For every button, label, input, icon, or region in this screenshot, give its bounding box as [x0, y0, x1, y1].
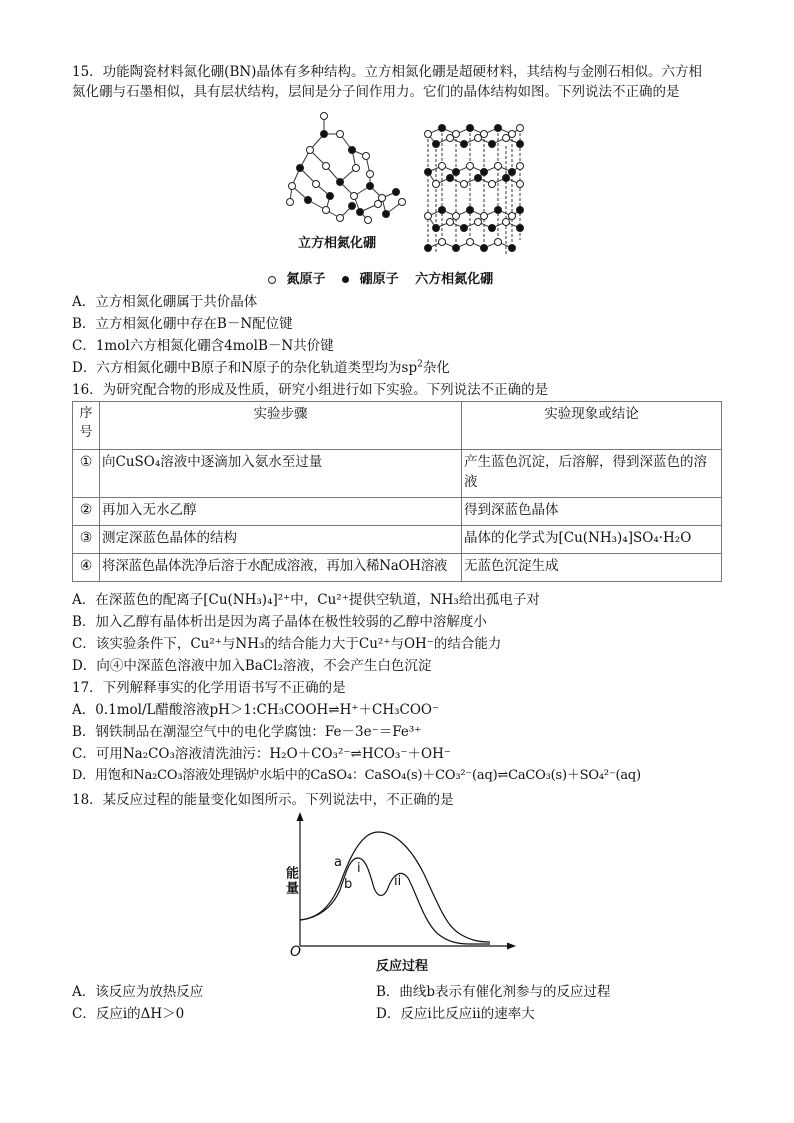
boron-atom-icon — [342, 276, 349, 283]
table-row — [73, 498, 722, 526]
legend-boron: 硼原子 — [359, 272, 399, 287]
origin-label: O — [290, 944, 302, 960]
row-number: ② — [73, 498, 100, 526]
q16-stem: 16．为研究配合物的形成及性质，研究小组进行如下实验。下列说法不正确的是 — [72, 382, 549, 398]
q17-option-a: A．0.1mol/L醋酸溶液pH＞1:CH₃COOH⇌H⁺＋CH₃COO⁻ — [72, 702, 440, 718]
x-axis-label: 反应过程 — [376, 959, 429, 974]
q15-option-d-sup: 2 — [417, 359, 423, 370]
header-step: 实验步骤 — [100, 402, 462, 450]
experiment-table — [72, 401, 722, 582]
bn-crystal-structures-figure — [270, 104, 550, 284]
q18-option-d: D．反应ⅰ比反应ⅱ的速率大 — [376, 1006, 535, 1022]
table-row — [73, 554, 722, 582]
row-result: 无蓝色沉淀生成 — [462, 554, 722, 582]
q17-option-b: B．钢铁制品在潮湿空气中的电化学腐蚀：Fe－3e⁻＝Fe³⁺ — [72, 724, 422, 740]
step-i-label: i — [357, 861, 361, 876]
cubic-bn-bonds — [290, 116, 402, 220]
q15-stem-line2: 氮化硼与石墨相似，具有层状结构，层间是分子间作用力。它们的晶体结构如图。下列说法不正确的是 — [72, 84, 680, 100]
curve-b-label: b — [344, 877, 353, 892]
row-number: ③ — [73, 526, 100, 554]
y-axis-arrow — [297, 812, 304, 821]
q18-option-a: A．该反应为放热反应 — [72, 984, 204, 1000]
q15-option-c: C．1mol六方相氮化硼含4molB－N共价键 — [72, 338, 334, 354]
cubic-bn-label: 立方相氮化硼 — [298, 236, 377, 251]
row-step: 将深蓝色晶体洗净后溶于水配成溶液，再加入稀NaOH溶液 — [100, 554, 462, 582]
q18-option-b: B．曲线b表示有催化剂参与的反应过程 — [376, 984, 611, 1000]
q15-option-b: B．立方相氮化硼中存在B－N配位键 — [72, 316, 293, 332]
cubic-bn-atoms — [287, 113, 406, 224]
q18-option-c: C．反应ⅰ的ΔH＞0 — [72, 1006, 185, 1022]
q17-stem: 17．下列解释事实的化学用语书写不正确的是 — [72, 680, 346, 696]
q18-stem: 18．某反应过程的能量变化如图所示。下列说法中，不正确的是 — [72, 792, 454, 808]
energy-diagram — [278, 812, 528, 977]
figure-legend — [268, 268, 493, 287]
row-result: 得到深蓝色晶体 — [462, 498, 722, 526]
q15-stem-line1: 15．功能陶瓷材料氮化硼(BN)晶体有多种结构。立方相氮化硼是超硬材料，其结构与金刚石相似。六方相 — [72, 64, 702, 80]
row-number: ① — [73, 450, 100, 498]
q17-option-d: D．用饱和Na₂CO₃溶液处理锅炉水垢中的CaSO₄：CaSO₄(s)＋CO₃²⁻(aq)⇌CaCO₃(s)＋SO₄²⁻(aq) — [72, 768, 641, 783]
hexagonal-bn-label: 六方相氮化硼 — [415, 272, 494, 287]
q15-option-d — [72, 358, 450, 378]
header-result: 实验现象或结论 — [462, 402, 722, 450]
row-step: 再加入无水乙醇 — [100, 498, 462, 526]
row-result: 晶体的化学式为[Cu(NH₃)₄]SO₄·H₂O — [462, 526, 722, 554]
nitrogen-atom-icon — [268, 276, 276, 284]
legend-nitrogen: 氮原子 — [286, 272, 326, 287]
q16-option-c: C．该实验条件下，Cu²⁺与NH₃的结合能力大于Cu²⁺与OH⁻的结合能力 — [72, 636, 502, 652]
q16-option-d: D．向④中深蓝色溶液中加入BaCl₂溶液，不会产生白色沉淀 — [72, 658, 432, 674]
q15-option-a: A．立方相氮化硼属于共价晶体 — [72, 294, 258, 310]
table-row — [73, 450, 722, 498]
row-result: 产生蓝色沉淀，后溶解，得到深蓝色的溶液 — [462, 450, 722, 498]
table-header-row — [73, 402, 722, 450]
step-ii-label: ii — [394, 874, 402, 889]
x-axis-arrow — [507, 943, 516, 950]
q16-option-a: A．在深蓝色的配离子[Cu(NH₃)₄]²⁺中，Cu²⁺提供空轨道，NH₃给出孤电子对 — [72, 592, 540, 608]
curve-a-label: a — [334, 855, 342, 870]
row-step: 向CuSO₄溶液中逐滴加入氨水至过量 — [100, 450, 462, 498]
q16-option-b: B．加入乙醇有晶体析出是因为离子晶体在极性较弱的乙醇中溶解度小 — [72, 614, 487, 630]
table-row — [73, 526, 722, 554]
q15-option-d-text: D．六方相氮化硼中B原子和N原子的杂化轨道类型均为sp — [72, 360, 418, 376]
header-number: 序号 — [73, 402, 100, 450]
row-step: 测定深蓝色晶体的结构 — [100, 526, 462, 554]
curve-b — [300, 858, 490, 944]
y-axis-label: 能量 — [283, 866, 298, 896]
row-number: ④ — [73, 554, 100, 582]
q15-option-d-tail: 杂化 — [422, 360, 450, 376]
q17-option-c: C．可用Na₂CO₃溶液清洗油污：H₂O＋CO₃²⁻⇌HCO₃⁻＋OH⁻ — [72, 746, 451, 762]
hexagonal-bn-layers — [425, 125, 524, 255]
